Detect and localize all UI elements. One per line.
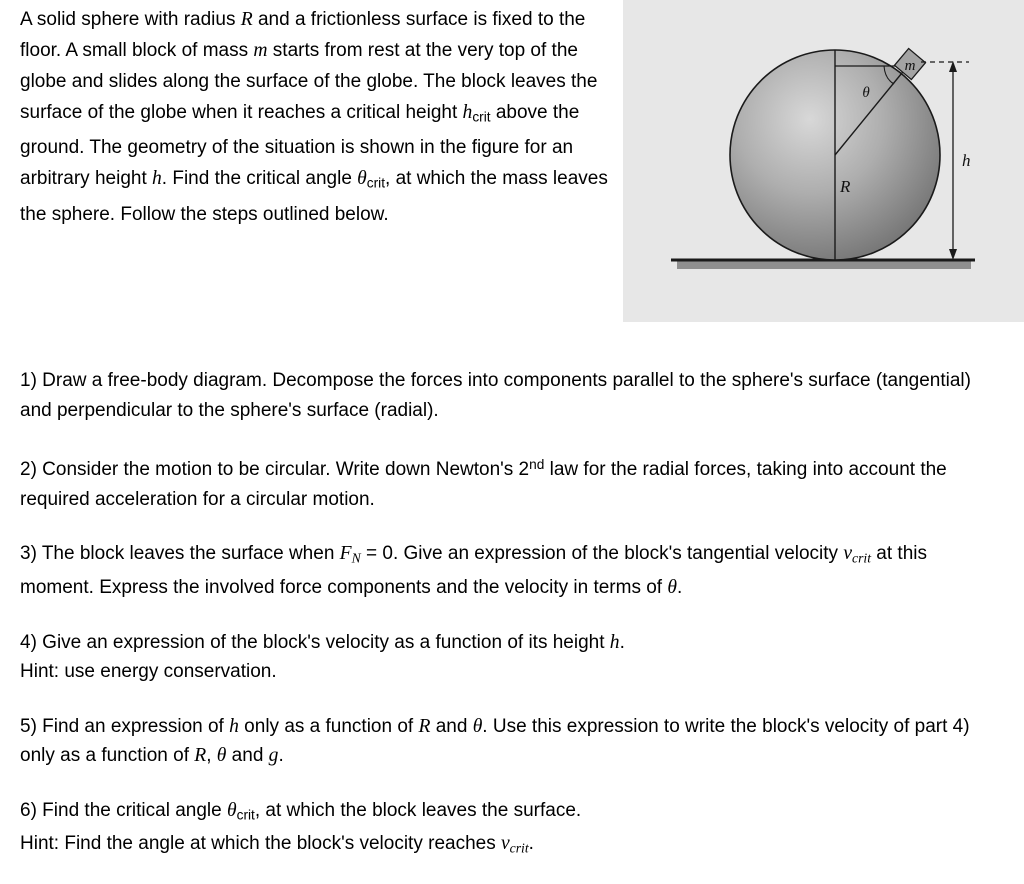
step-2: 2) Consider the motion to be circular. Write down Newton's 2nd law for the radial forces, taking into account the required acceleration for a circular motion. (20, 457, 947, 510)
dimension-arrow-top (949, 61, 957, 72)
steps-section (20, 366, 1000, 884)
step-3: 3) The block leaves the surface when FN = 0. Give an expression of the block's tangential velocity vcrit at this moment. Express the involved force components and the velocity in terms of θ. (20, 543, 928, 599)
sphere-figure (623, 0, 1024, 322)
step-4: 4) Give an expression of the block's velocity as a function of its height h. Hint: use energy conservation. (20, 631, 625, 683)
figure-panel (623, 0, 1024, 322)
step-6: 6) Find the critical angle θcrit, at which the block leaves the surface. Hint: Find the angle at which the block's velocity reaches vcrit. (20, 799, 582, 856)
mass-label: m (904, 58, 916, 74)
radius-label: R (840, 177, 851, 196)
height-label: h (962, 151, 971, 170)
angle-label: θ (862, 85, 870, 101)
problem-statement: A solid sphere with radius R and a frictionless surface is fixed to the floor. A small block of mass m starts from rest at the very top of the globe and slides along the surface of the globe. The block leaves the surface of the globe when it reaches a critical height hcrit above the ground. The geometry of the situation is shown in the figure for an arbitrary height h. Find the critical angle θcrit, at which the mass leaves the sphere. Follow the steps outlined below. (20, 9, 608, 225)
step-1: 1) Draw a free-body diagram. Decompose the forces into components parallel to the sphere's surface (tangential) and perpendicular to the sphere's surface (radial). (20, 370, 971, 421)
ground-shading (677, 261, 971, 269)
step-5: 5) Find an expression of h only as a function of R and θ. Use this expression to write the block's velocity of part 4) only as a function of R, θ and g. (20, 715, 970, 767)
dimension-arrow-bottom (949, 249, 957, 260)
